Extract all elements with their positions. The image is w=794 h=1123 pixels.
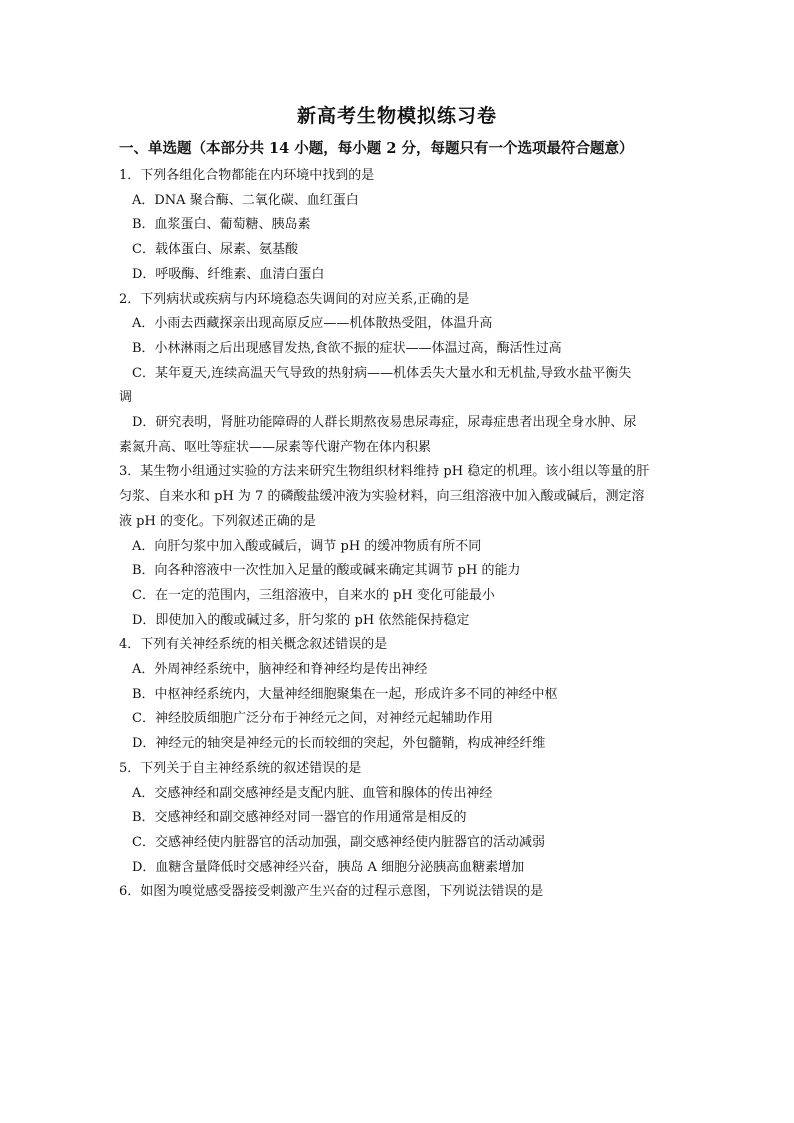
- question-1: [119, 164, 679, 288]
- option-b: B．向各种溶液中一次性加入足量的酸或碱来确定其调节 pH 的能力: [132, 563, 521, 579]
- question-stem-line-1: 3．某生物小组通过实验的方法来研究生物组织材料维持 pH 稳定的机理。该小组以等量的肝: [119, 464, 650, 480]
- question-stem-line-3: 液 pH 的变化。下列叙述正确的是: [119, 513, 316, 529]
- option-d: D．研究表明，肾脏功能障碍的人群长期熬夜易患尿毒症，尿毒症患者出现全身水肿、尿: [132, 415, 637, 431]
- question-stem-line-2: 匀浆、自来水和 pH 为 7 的磷酸盐缓冲液为实验材料，向三组溶液中加入酸或碱后，测定溶: [119, 489, 645, 505]
- question-stem: 5．下列关于自主神经系统的叙述错误的是: [119, 760, 362, 776]
- question-stem: 2．下列病状或疾病与内环境稳态失调间的对应关系,正确的是: [119, 291, 470, 307]
- option-a: A．小雨去西藏探亲出现高原反应——机体散热受阻，体温升高: [132, 316, 493, 332]
- section-heading: 一、单选题（本部分共 14 小题，每小题 2 分，每题只有一个选项最符合题意）: [119, 140, 634, 157]
- option-c-continuation: 调: [119, 390, 133, 406]
- option-d: D．即使加入的酸或碱过多，肝匀浆的 pH 依然能保持稳定: [132, 612, 470, 628]
- question-3: [119, 460, 679, 633]
- option-d: D．神经元的轴突是神经元的长而较细的突起，外包髓鞘，构成神经纤维: [132, 736, 546, 752]
- option-a: A．交感神经和副交感神经是支配内脏、血管和腺体的传出神经: [132, 785, 493, 801]
- option-b: B．中枢神经系统内，大量神经细胞聚集在一起，形成许多不同的神经中枢: [132, 686, 558, 702]
- option-d-continuation: 素氮升高、呕吐等症状——尿素等代谢产物在体内积累: [119, 439, 432, 455]
- option-c: C．在一定的范围内，三组溶液中，自来水的 pH 变化可能最小: [132, 587, 495, 603]
- page-title: 新高考生物模拟练习卷: [296, 105, 497, 127]
- option-b: B．血浆蛋白、葡萄糖、胰岛素: [132, 217, 311, 233]
- option-a: A．外周神经系统中，脑神经和脊神经均是传出神经: [132, 662, 428, 678]
- option-d: D．呼吸酶、纤维素、血清白蛋白: [132, 266, 325, 282]
- question-2: [119, 288, 679, 461]
- option-c: C．某年夏天,连续高温天气导致的热射病——机体丢失大量水和无机盐,导致水盐平衡失: [132, 365, 632, 381]
- question-stem: 6．如图为嗅觉感受器接受刺激产生兴奋的过程示意图，下列说法错误的是: [119, 884, 544, 900]
- option-b: B．小林淋雨之后出现感冒发热,食欲不振的症状——体温过高，酶活性过高: [132, 340, 562, 356]
- option-c: C．神经胶质细胞广泛分布于神经元之间，对神经元起辅助作用: [132, 711, 493, 727]
- option-c: C．载体蛋白、尿素、氨基酸: [132, 242, 298, 258]
- option-a: A．DNA 聚合酶、二氧化碳、血红蛋白: [132, 192, 359, 208]
- option-d: D．血糖含量降低时交感神经兴奋，胰岛 A 细胞分泌胰高血糖素增加: [132, 859, 525, 875]
- option-c: C．交感神经使内脏器官的活动加强，副交感神经使内脏器官的活动减弱: [132, 834, 545, 850]
- option-b: B．交感神经和副交感神经对同一器官的作用通常是相反的: [132, 810, 467, 826]
- question-list: [119, 164, 679, 905]
- question-6: [119, 880, 679, 905]
- question-stem: 1．下列各组化合物都能在内环境中找到的是: [119, 168, 375, 183]
- option-a: A．向肝匀浆中加入酸或碱后，调节 pH 的缓冲物质有所不同: [132, 538, 482, 554]
- question-4: [119, 633, 679, 757]
- question-stem: 4．下列有关神经系统的相关概念叙述错误的是: [119, 637, 388, 653]
- question-5: [119, 757, 679, 881]
